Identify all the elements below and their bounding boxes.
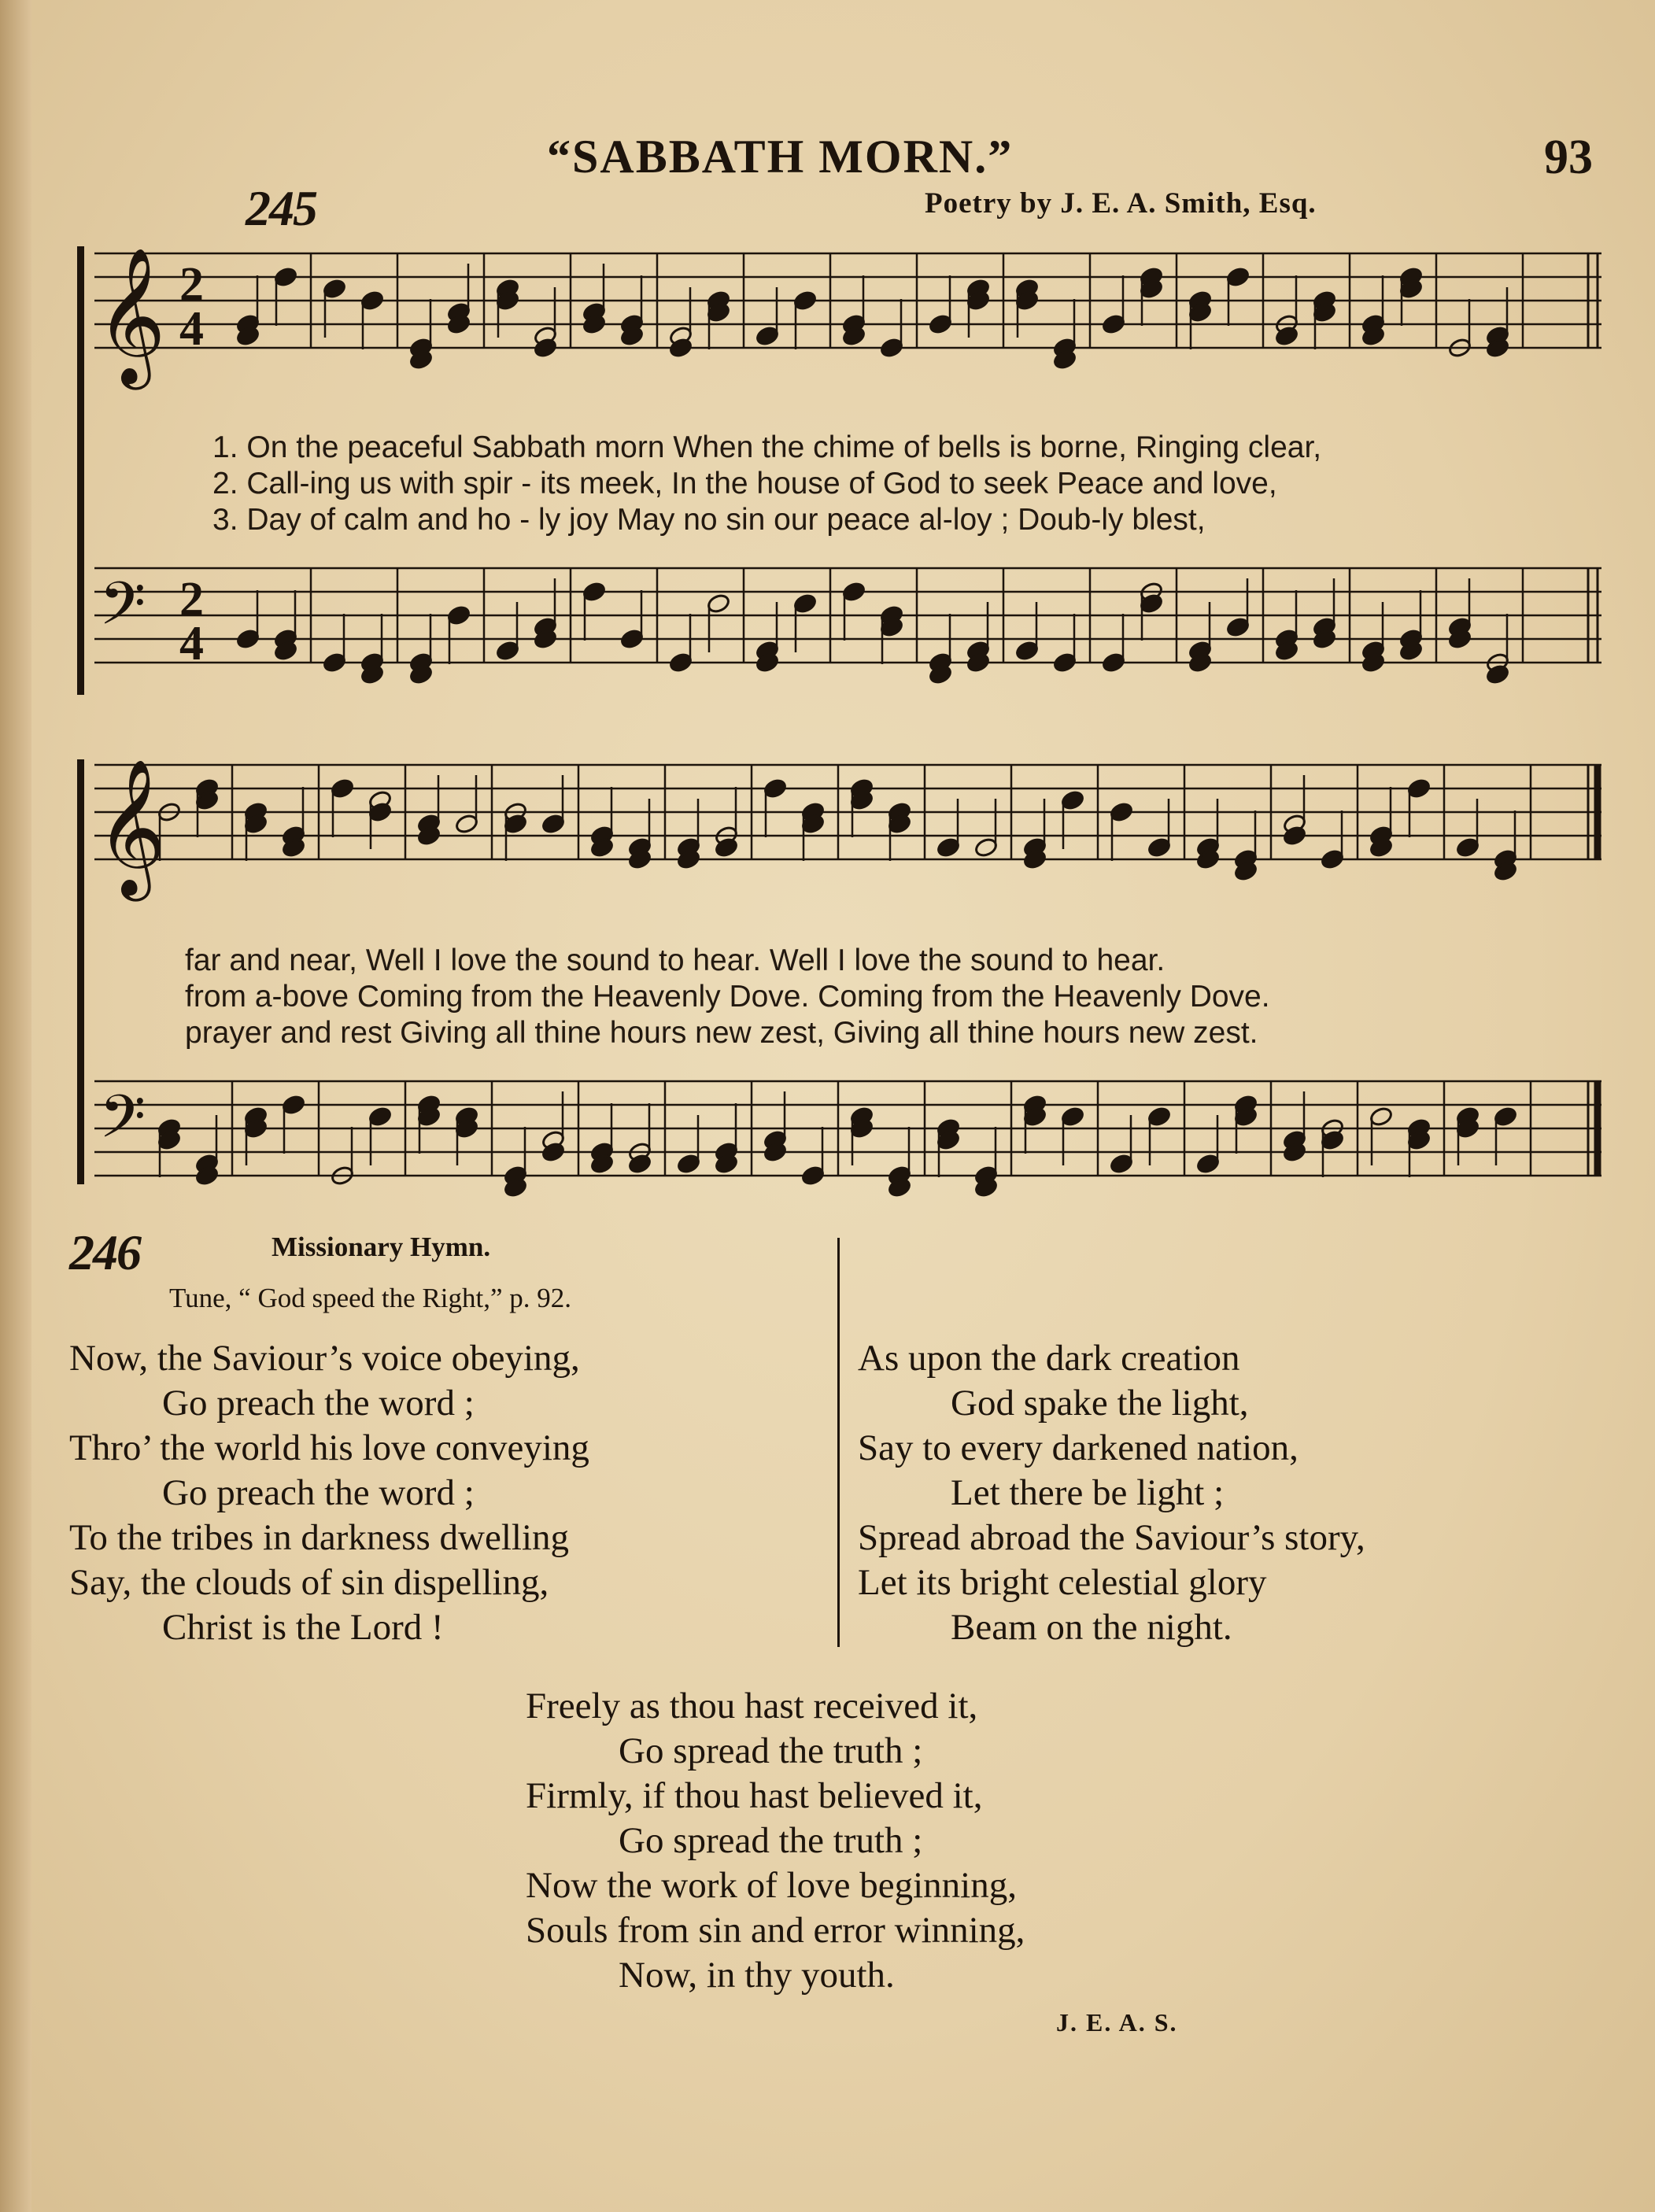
stanza-2-line: Say to every darkened nation, <box>858 1427 1299 1468</box>
stanza-3-line: Firmly, if thou hast believed it, <box>526 1775 983 1816</box>
svg-text:4: 4 <box>179 302 204 356</box>
verse-1-line-2: far and near, Well I love the sound to hear. Well I love the sound to hear. <box>185 944 1166 977</box>
stanza-1 <box>69 1336 589 1650</box>
stanza-1-line: Now, the Saviour’s voice obeying, <box>69 1338 580 1379</box>
svg-text:𝄢: 𝄢 <box>99 569 146 653</box>
svg-text:2: 2 <box>179 258 204 312</box>
verse-2-line-1: 2. Call-ing us with spir - its meek, In the house of God to seek Peace and love, <box>212 467 1277 500</box>
treble-staff-2 <box>94 755 1605 929</box>
author-signature: J. E. A. S. <box>1056 2008 1178 2037</box>
svg-text:4: 4 <box>179 617 204 670</box>
svg-text:𝄢: 𝄢 <box>99 1082 146 1166</box>
system-brace-1 <box>77 246 84 695</box>
treble-staff-1 <box>94 244 1605 417</box>
bass-staff-2 <box>94 1072 1605 1213</box>
stanza-2-line: Let there be light ; <box>951 1472 1225 1513</box>
stanza-2-line: As upon the dark creation <box>858 1338 1240 1379</box>
hymn-number-246: 246 <box>69 1224 140 1280</box>
stanza-3-line: Now, in thy youth. <box>619 1955 895 1996</box>
stanza-3-line: Go spread the truth ; <box>619 1730 923 1771</box>
stanza-3 <box>526 1684 1025 1998</box>
stanza-2-line: Beam on the night. <box>951 1607 1232 1648</box>
stanza-1-line: Thro’ the world his love conveying <box>69 1427 589 1468</box>
stanza-3-line: Go spread the truth ; <box>619 1820 923 1861</box>
page-title: “SABBATH MORN.” <box>547 131 1014 183</box>
poetry-credit: Poetry by J. E. A. Smith, Esq. <box>925 187 1317 220</box>
hymn-246-title: Missionary Hymn. <box>272 1232 491 1262</box>
stanza-3-line: Freely as thou hast received it, <box>526 1686 978 1726</box>
page-edge <box>0 0 31 2212</box>
stanza-1-line: Christ is the Lord ! <box>162 1607 444 1648</box>
page-number: 93 <box>1544 131 1593 184</box>
verse-3-line-2: prayer and rest Giving all thine hours new zest, Giving all thine hours new zest. <box>185 1016 1258 1050</box>
verse-1-line-1: 1. On the peaceful Sabbath morn When the chime of bells is borne, Ringing clear, <box>212 430 1322 464</box>
verse-2-line-2: from a-bove Coming from the Heavenly Dove. Coming from the Heavenly Dove. <box>185 980 1270 1014</box>
stanza-2 <box>858 1336 1365 1650</box>
bass-staff-1 <box>94 559 1605 700</box>
stanza-2-line: Let its bright celestial glory <box>858 1562 1267 1603</box>
stanza-3-line: Now the work of love beginning, <box>526 1865 1017 1906</box>
stanza-2-line: God spake the light, <box>951 1383 1249 1424</box>
stanza-1-line: Go preach the word ; <box>162 1383 475 1424</box>
hymn-246-tune: Tune, “ God speed the Right,” p. 92. <box>169 1283 572 1313</box>
hymn-number-245: 245 <box>246 180 316 236</box>
verse-3-line-1: 3. Day of calm and ho - ly joy May no sin our peace al-loy ; Doub-ly blest, <box>212 503 1206 537</box>
column-divider <box>837 1238 840 1647</box>
stanza-2-line: Spread abroad the Saviour’s story, <box>858 1517 1365 1558</box>
stanza-1-line: Say, the clouds of sin dispelling, <box>69 1562 549 1603</box>
svg-text:𝄞: 𝄞 <box>96 759 166 896</box>
svg-text:2: 2 <box>179 573 204 626</box>
stanza-3-line: Souls from sin and error winning, <box>526 1910 1025 1951</box>
stanza-1-line: To the tribes in darkness dwelling <box>69 1517 570 1558</box>
stanza-1-line: Go preach the word ; <box>162 1472 475 1513</box>
system-brace-2 <box>77 759 84 1184</box>
svg-text:𝄞: 𝄞 <box>96 247 166 384</box>
